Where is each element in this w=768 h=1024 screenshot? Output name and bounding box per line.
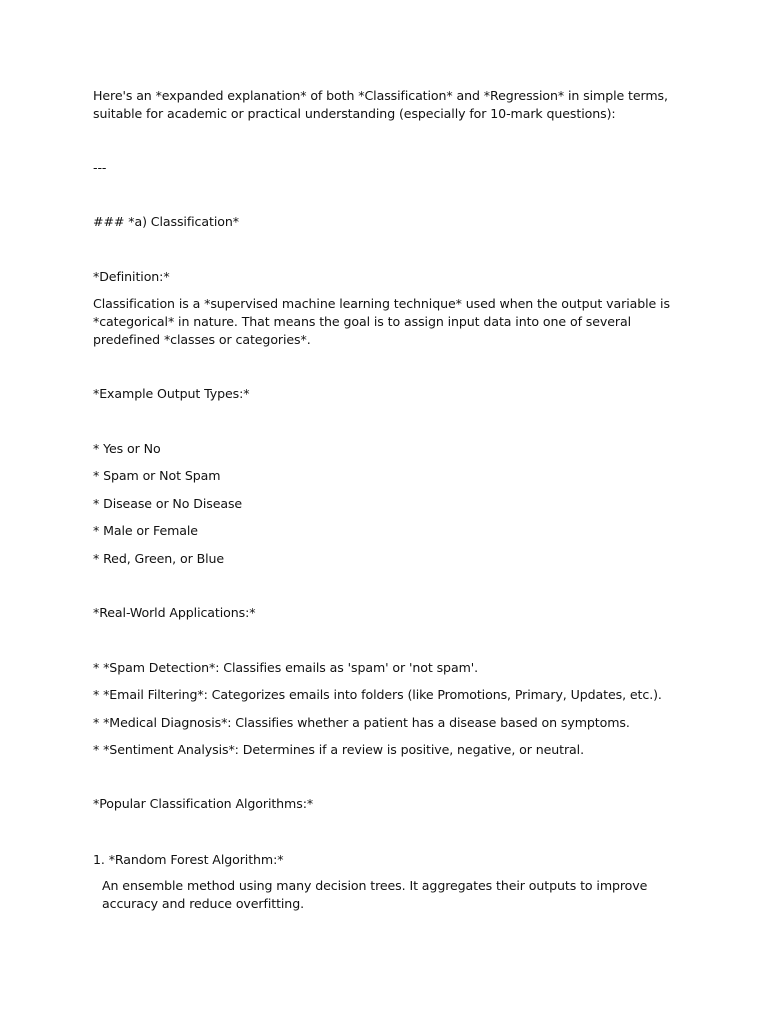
section-heading: ### *a) Classification* — [93, 214, 239, 229]
algorithm-description: An ensemble method using many decision trees. It aggregates their outputs to improve accuracy and reduce overfitting. — [102, 878, 648, 911]
definition-paragraph: Classification is a *supervised machine learning technique* used when the output variable is *categorical* in nature. That means the goal is to assign input data into one of several predefined *classes or categories*. — [93, 296, 670, 347]
list-item: * Red, Green, or Blue — [93, 551, 225, 566]
list-item: * *Spam Detection*: Classifies emails as 'spam' or 'not spam'. — [93, 660, 479, 675]
algorithms-label: *Popular Classification Algorithms:* — [93, 796, 314, 811]
algorithm-title: 1. *Random Forest Algorithm:* — [93, 852, 284, 867]
separator-line: --- — [93, 160, 107, 175]
applications-label: *Real-World Applications:* — [93, 605, 256, 620]
list-item: * *Sentiment Analysis*: Determines if a review is positive, negative, or neutral. — [93, 742, 584, 757]
list-item: * Yes or No — [93, 441, 161, 456]
list-item: * Male or Female — [93, 523, 198, 538]
list-item: * *Email Filtering*: Categorizes emails into folders (like Promotions, Primary, Updates, etc.). — [93, 687, 662, 702]
output-types-label: *Example Output Types:* — [93, 386, 250, 401]
list-item: * Disease or No Disease — [93, 496, 243, 511]
intro-paragraph: Here's an *expanded explanation* of both *Classification* and *Regression* in simple terms, suitable for academic or practical understanding (especially for 10-mark questions): — [93, 88, 668, 121]
definition-label: *Definition:* — [93, 269, 170, 284]
list-item: * *Medical Diagnosis*: Classifies whether a patient has a disease based on symptoms. — [93, 715, 630, 730]
list-item: * Spam or Not Spam — [93, 468, 221, 483]
